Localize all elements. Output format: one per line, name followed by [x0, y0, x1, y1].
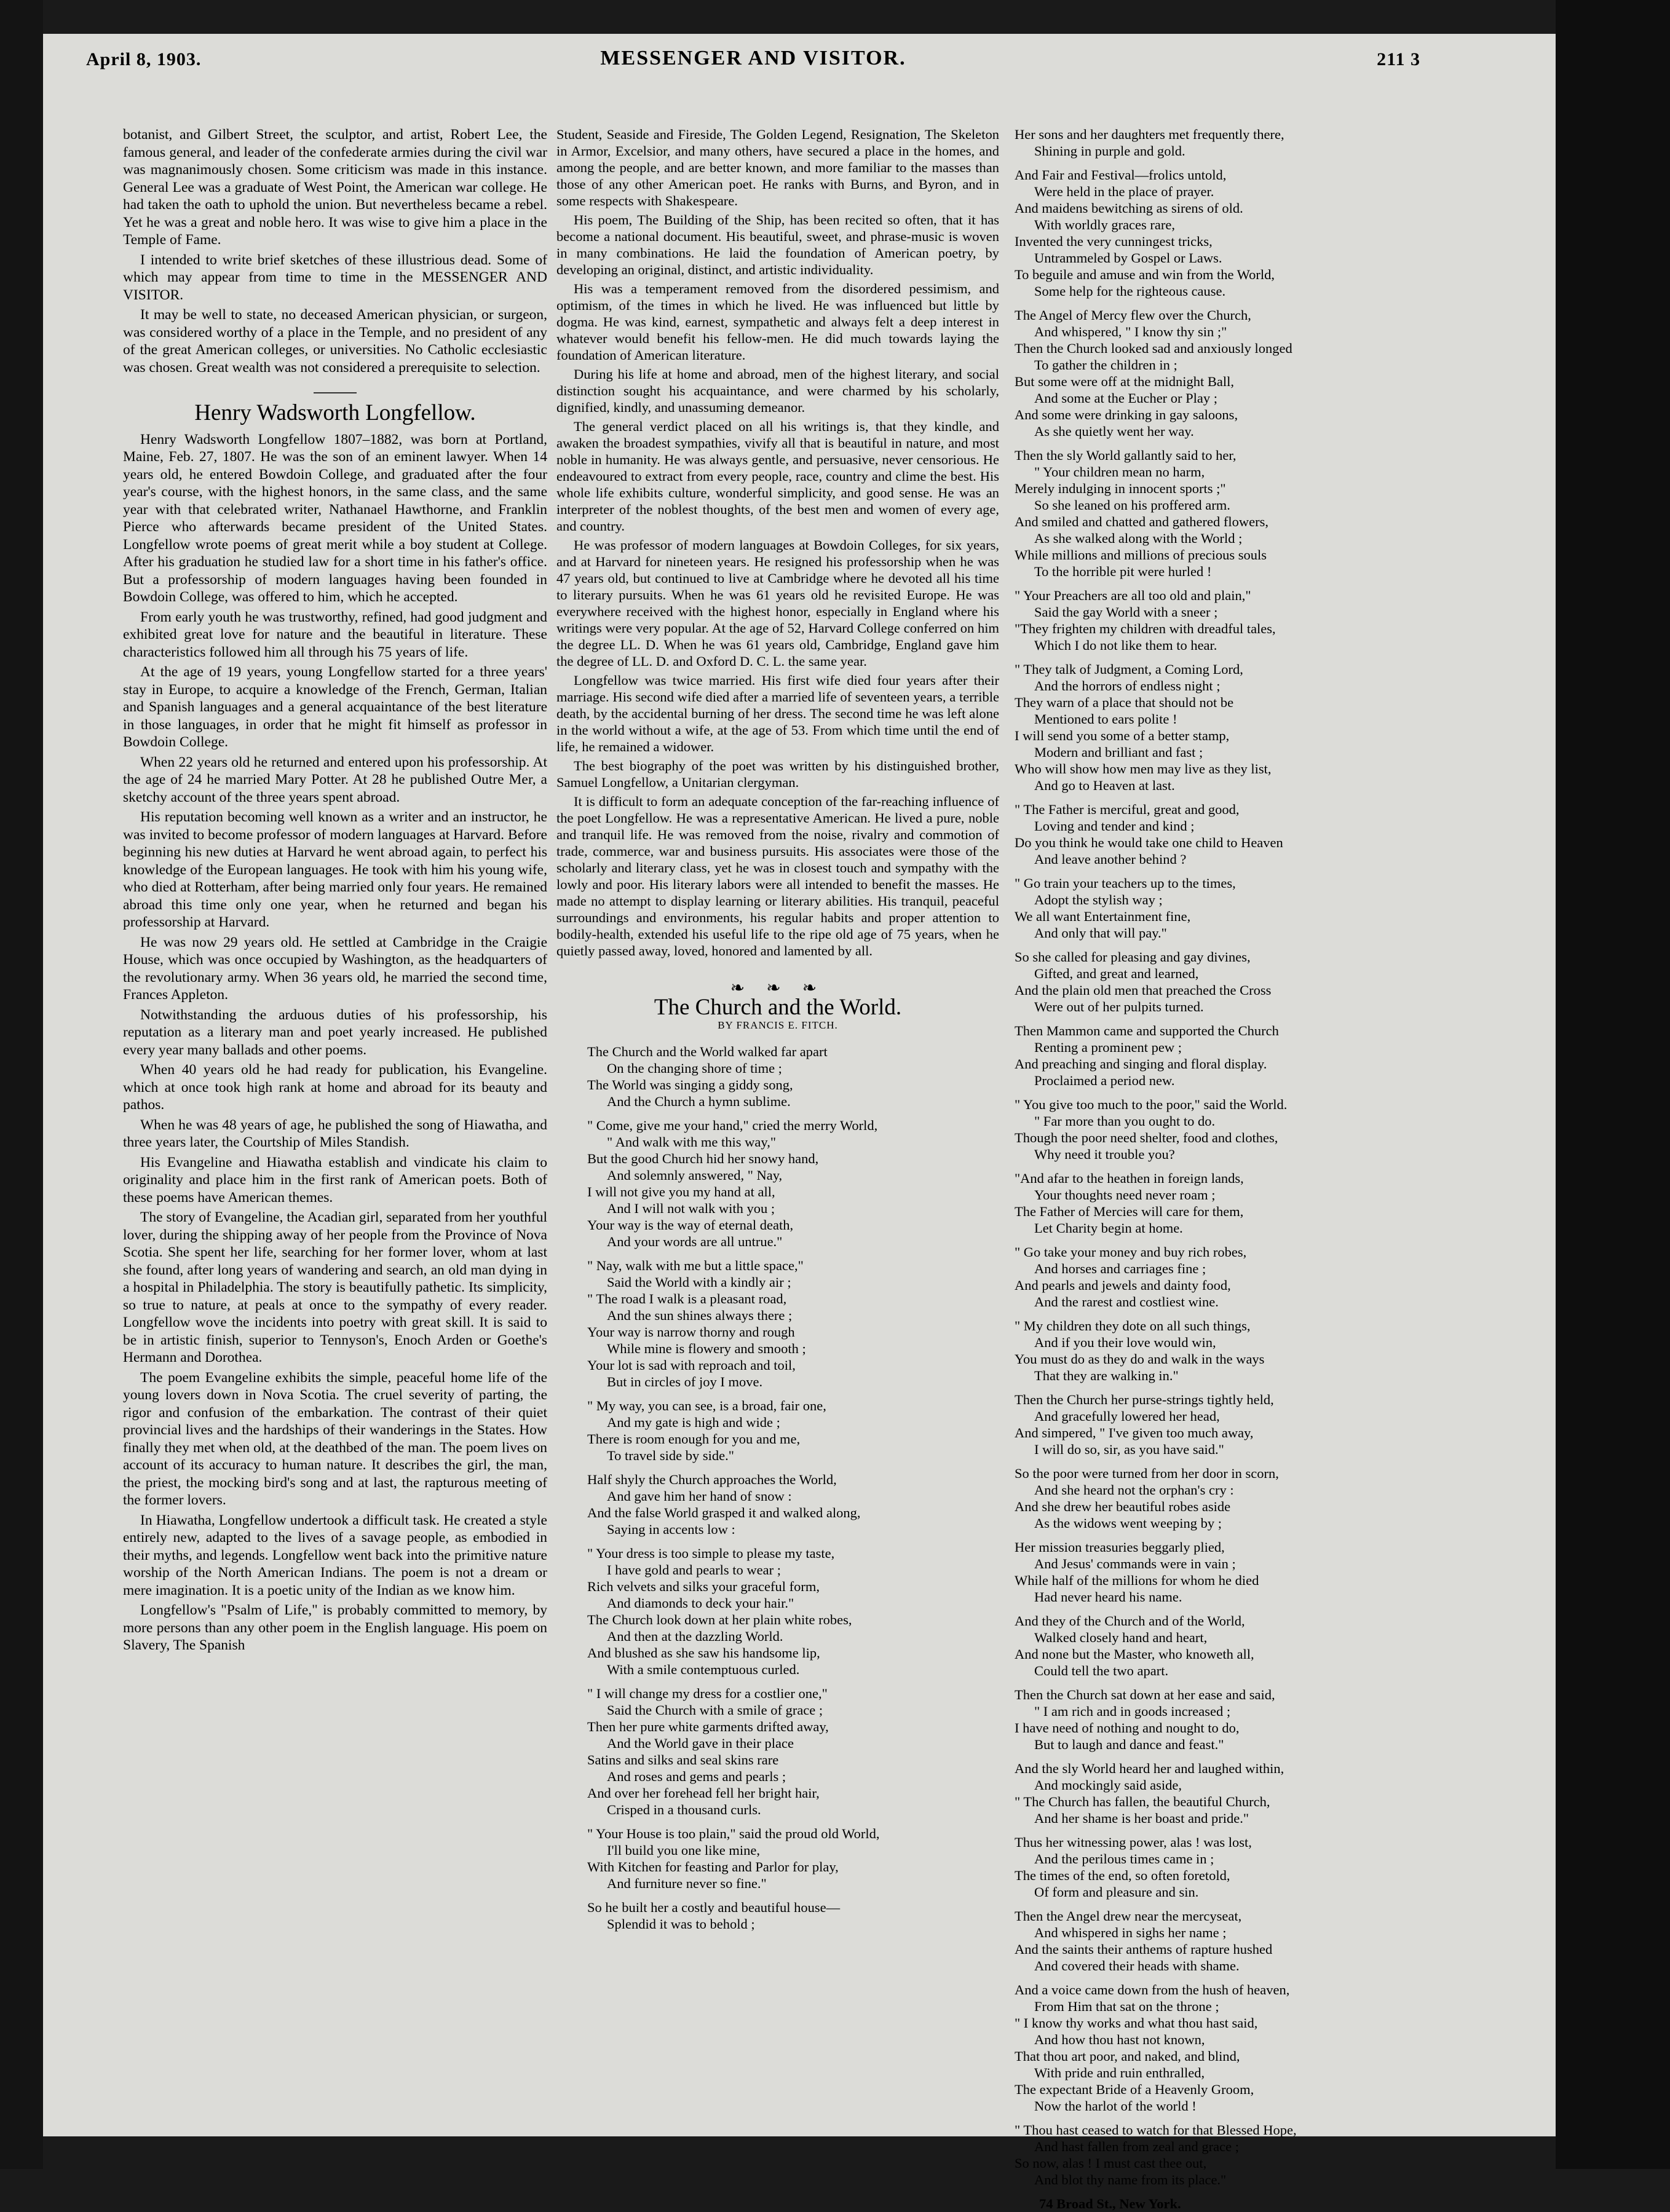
poem-line: While half of the millions for whom he died [1015, 1573, 1259, 1588]
poem-line: Of form and pleasure and sin. [1034, 1884, 1199, 1900]
poem-stanza [556, 1545, 999, 1678]
article-body [123, 431, 547, 1654]
poem-line: And leave another behind ? [1034, 851, 1187, 867]
poem-line: " They talk of Judgment, a Coming Lord, [1015, 662, 1243, 677]
poem-line: And roses and gems and pearls ; [607, 1769, 786, 1784]
poem-line: Her sons and her daughters met frequently there, [1015, 127, 1284, 142]
poem-line: And only that will pay." [1034, 925, 1167, 941]
poem-line: The times of the end, so often foretold, [1015, 1868, 1230, 1883]
poem-line: Had never heard his name. [1034, 1589, 1182, 1605]
poem-line: I will send you some of a better stamp, [1015, 728, 1230, 743]
poem-line: To beguile and amuse and win from the World, [1015, 267, 1275, 282]
column-1 [123, 126, 547, 1657]
poem-line: So the poor were turned from her door in scorn, [1015, 1466, 1279, 1481]
poem-body-part-1 [556, 1043, 999, 1932]
poem-line: And your words are all untrue." [607, 1234, 783, 1249]
poem-line: So she leaned on his proffered arm. [1034, 497, 1230, 513]
paragraph: In Hiawatha, Longfellow undertook a difficult task. He created a style entirely new, adapted to the lives of a savage people, as embodied in their myths, and legends. Longfellow went back into the primitive nature worship of the North American Indians. The poem is not a dream or mere imagination. It is a poetic unity of the Indian as we know him. [123, 1512, 547, 1598]
poem-line: And gave him her hand of snow : [607, 1488, 792, 1504]
poem-line: Then the Church her purse-strings tightly held, [1015, 1392, 1274, 1407]
paragraph: He was now 29 years old. He settled at Cambridge in the Craigie House, which was once occupied by Washington, as the headquarters of the revolutionary army. When 36 years old, he married the second time, Frances Appleton. [123, 934, 547, 1003]
poem-line: As she walked along with the World ; [1034, 531, 1243, 546]
poem-line: With worldly graces rare, [1034, 217, 1175, 232]
paragraph: When 40 years old he had ready for publication, his Evangeline. which at once took high rank at home and abroad for its beauty and pathos. [123, 1062, 547, 1113]
poem-line: And covered their heads with shame. [1034, 1958, 1240, 1973]
poem-stanza [1015, 1613, 1383, 1679]
poem-line: Splendid it was to behold ; [607, 1916, 755, 1932]
poem-stanza [1015, 2122, 1383, 2188]
poem-line: Then the Church sat down at her ease and said, [1015, 1687, 1275, 1702]
poem-line: " Go train your teachers up to the times, [1015, 875, 1236, 891]
poem-line: On the changing shore of time ; [607, 1061, 782, 1076]
paragraph: When he was 48 years of age, he published the song of Hiawatha, and three years later, the Courtship of Miles Standish. [123, 1116, 547, 1150]
poem-line: " Nay, walk with me but a little space," [587, 1258, 804, 1273]
poem-line: And some at the Eucher or Play ; [1034, 390, 1218, 406]
paragraph: The poem Evangeline exhibits the simple, peaceful home life of the young lovers down in Nova Scotia. The cruel severity of parting, the rigor and confusion of the embarkation. The contrast of their quiet provincial lives and the hardships of their wanderings in the States. How finally they met when old, at the deathbed of the man. The poem lives on account of its accuracy to human nature. It describes the girl, the man, the priest, the mocking bird's song and at last, the rapturous meeting of the former lovers. [123, 1369, 547, 1508]
poem-line: Renting a prominent pew ; [1034, 1040, 1182, 1055]
poem-line: Then the sly World gallantly said to her, [1015, 448, 1237, 463]
poem-line: I have need of nothing and nought to do, [1015, 1720, 1240, 1736]
poem-line: From Him that sat on the throne ; [1034, 1999, 1219, 2014]
poem-line: " Thou hast ceased to watch for that Blessed Hope, [1015, 2122, 1297, 2138]
poem-line: While millions and millions of precious souls [1015, 547, 1267, 563]
publication-title: MESSENGER AND VISITOR. [600, 47, 906, 69]
poem-line: Invented the very cunningest tricks, [1015, 234, 1213, 249]
poem-line: " Your House is too plain," said the proud old World, [587, 1826, 880, 1841]
poem-line: But some were off at the midnight Ball, [1015, 374, 1235, 389]
poem-line: And a voice came down from the hush of heaven, [1015, 1982, 1290, 1997]
poem-body-part-2 [1015, 126, 1383, 2188]
poem-line: But to laugh and dance and feast." [1034, 1737, 1224, 1752]
paragraph: Notwithstanding the arduous duties of his professorship, his reputation as a literary man and poet yearly increased. He published every year many ballads and other poems. [123, 1006, 547, 1058]
poem-line: " You give too much to the poor," said the World. [1015, 1097, 1288, 1112]
poem-stanza [556, 1043, 999, 1110]
poem-line: Mentioned to ears polite ! [1034, 711, 1177, 727]
poem-line: And they of the Church and of the World, [1015, 1613, 1245, 1629]
poem-line: Untrammeled by Gospel or Laws. [1034, 250, 1222, 266]
poem-line: Shining in purple and gold. [1034, 143, 1185, 159]
poem-stanza [1015, 1391, 1383, 1458]
poem-line: Thus her witnessing power, alas ! was lost, [1015, 1835, 1252, 1850]
poem-line: Loving and tender and kind ; [1034, 818, 1195, 834]
poem-line: I will not give you my hand at all, [587, 1184, 775, 1199]
poem-stanza [1015, 447, 1383, 580]
poem-line: I'll build you one like mine, [607, 1843, 761, 1858]
issue-date: April 8, 1903. [86, 49, 202, 69]
poem-line: " Go take your money and buy rich robes, [1015, 1244, 1247, 1260]
poem-line: And go to Heaven at last. [1034, 778, 1175, 793]
poem-line: Gifted, and great and learned, [1034, 966, 1199, 981]
poem-line: " Your children mean no harm, [1034, 464, 1205, 480]
poem-line: With pride and ruin enthralled, [1034, 2065, 1205, 2080]
poem-line: "And afar to the heathen in foreign lands, [1015, 1171, 1244, 1186]
poem-stanza [556, 1471, 999, 1538]
poem-stanza [1015, 875, 1383, 941]
paragraph: When 22 years old he returned and entered upon his professorship. At the age of 24 he married Mary Potter. At 28 he published Outre Mer, a sketchy account of the three years spent abroad. [123, 754, 547, 805]
poem-line: Adopt the stylish way ; [1034, 892, 1163, 907]
poem-line: And furniture never so fine." [607, 1876, 767, 1891]
poem-line: And the Church a hymn sublime. [607, 1094, 791, 1109]
poem-stanza [1015, 1170, 1383, 1236]
poem-line: But in circles of joy I move. [607, 1374, 763, 1389]
poem-line: I will do so, sir, as you have said." [1034, 1442, 1224, 1457]
column-3 [1015, 126, 1383, 2212]
poem-line: And the plain old men that preached the Cross [1015, 982, 1272, 998]
poem-line: " The Father is merciful, great and good, [1015, 802, 1240, 817]
poem-stanza [1015, 587, 1383, 654]
poem-line: And diamonds to deck your hair." [607, 1595, 794, 1611]
poem-line: So she called for pleasing and gay divines, [1015, 949, 1251, 965]
poem-line: Your lot is sad with reproach and toil, [587, 1357, 796, 1373]
poem-line: And the sly World heard her and laughed within, [1015, 1761, 1284, 1776]
poem-line: Your way is narrow thorny and rough [587, 1324, 795, 1340]
poem-stanza [1015, 1465, 1383, 1531]
poem-line: There is room enough for you and me, [587, 1431, 801, 1447]
section-divider [314, 392, 357, 393]
poem-line: Crisped in a thousand curls. [607, 1802, 761, 1817]
poem-line: We all want Entertainment fine, [1015, 909, 1191, 924]
poem-line: And the false World grasped it and walked along, [587, 1505, 861, 1520]
poem-line: " And walk with me this way," [607, 1134, 777, 1150]
poem-line: And preaching and singing and floral display. [1015, 1056, 1267, 1072]
paragraph: It is difficult to form an adequate conception of the far-reaching influence of the poet Longfellow. He was a representative American. He lived a pure, noble and tranquil life. He was removed from the noise, rivalry and commotion of trade, commerce, war and business pursuits. His associates were those of the scholarly and literary class, yet he was in closest touch and sympathy with the lowly and poor. His literary labors were all intended to benefit the masses. He made no attempt to display learning or literary abilities. His tranquil, peaceful surroundings and environments, his regular habits and proper attention to bodily-health, extended his useful life to the ripe old age of 75 years, when he quietly passed away, loved, honored and lamented by all. [556, 794, 999, 958]
poem-line: And she drew her beautiful robes aside [1015, 1499, 1231, 1514]
paragraph: Longfellow's "Psalm of Life," is probably committed to memory, by more persons than any other poem in the English language. His poem on Slavery, The Spanish [123, 1602, 547, 1653]
poem-line: " Your dress is too simple to please my taste, [587, 1546, 835, 1561]
poem-stanza [1015, 1539, 1383, 1605]
paragraph: At the age of 19 years, young Longfellow started for a three years' stay in Europe, to acquire a knowledge of the French, German, Italian and Spanish languages and a general acquaintance of the best literature in those languages, in order that he might fit himself as professor in Bowdoin College. [123, 664, 547, 750]
intro-text [123, 126, 547, 376]
poem-line: And I will not walk with you ; [607, 1201, 775, 1216]
poem-line: And the World gave in their place [607, 1736, 794, 1751]
poem-line: With Kitchen for feasting and Parlor for play, [587, 1859, 839, 1874]
paragraph: His Evangeline and Hiawatha establish and vindicate his claim to originality and place him in the first rank of American poets. Both of these poems have American themes. [123, 1154, 547, 1206]
poem-line: Said the gay World with a sneer ; [1034, 604, 1218, 620]
poem-line: And mockingly said aside, [1034, 1777, 1182, 1793]
poem-line: Were held in the place of prayer. [1034, 184, 1214, 199]
poem-stanza [1015, 1834, 1383, 1900]
poem-line: To gather the children in ; [1034, 357, 1177, 373]
poem-line: Walked closely hand and heart, [1034, 1630, 1208, 1645]
poem-line: That they are walking in." [1034, 1368, 1179, 1383]
poem-stanza [1015, 1244, 1383, 1310]
poem-line: Then Mammon came and supported the Church [1015, 1023, 1279, 1038]
ornament-divider: ❧ ❧ ❧ [730, 979, 826, 998]
poem-line: Now the harlot of the world ! [1034, 2098, 1197, 2114]
poem-line: Said the World with a kindly air ; [607, 1274, 791, 1290]
paragraph: During his life at home and abroad, men of the highest literary, and social distinction sought his acquaintance, and were charmed by his scholarly, dignified, kindly, and unassuming demeanor. [556, 366, 999, 415]
paragraph: It may be well to state, no deceased American physician, or surgeon, was considered worthy of a place in the Temple, and no president of any of the great American colleges, or universities. No Catholic ecclesiastic was chosen. Great wealth was not considered a prerequisite to selection. [123, 307, 547, 376]
poem-line: And the sun shines always there ; [607, 1308, 793, 1323]
paragraph: The story of Evangeline, the Acadian girl, separated from her youthful lover, during the shipping away of her people from the Province of Nova Scotia. She spent her life, searching for her former lover, whom at last she found, after long years of wandering and search, an old man dying in a hospital in Philadelphia. The story is beautifully pathetic. Its simplicity, so true to nature, at peals at once to the sympathy of every reader. Longfellow wove the incidents into poetry with great skill. It is said to be in artistic finish, superior to Tennyson's, Enoch Arden or Goethe's Hermann and Dorothea. [123, 1209, 547, 1365]
poem-stanza [1015, 1317, 1383, 1384]
poem-line: And Jesus' commands were in vain ; [1034, 1556, 1236, 1571]
poem-line: So he built her a costly and beautiful house— [587, 1900, 841, 1915]
poem-stanza [1015, 801, 1383, 867]
page-number: 211 3 [1377, 49, 1420, 69]
poem-line: The Church look down at her plain white robes, [587, 1612, 852, 1627]
poem-line: " My children they dote on all such things, [1015, 1318, 1251, 1333]
poem-line: You must do as they do and walk in the ways [1015, 1351, 1265, 1367]
poem-line: They warn of a place that should not be [1015, 695, 1234, 710]
poem-line: To the horrible pit were hurled ! [1034, 564, 1212, 579]
poem-line: The World was singing a giddy song, [587, 1077, 793, 1092]
article-continuation [556, 126, 999, 959]
poem-stanza [1015, 1022, 1383, 1089]
column-2 [556, 126, 999, 1940]
poem-line: And whispered, " I know thy sin ;" [1034, 324, 1227, 339]
poem-line: And blot thy name from its place." [1034, 2172, 1227, 2187]
poem-line: And over her forehead fell her bright hair, [587, 1785, 820, 1801]
scan-left-margin [0, 0, 43, 2169]
poem-stanza [556, 1397, 999, 1464]
poem-line: And some were drinking in gay saloons, [1015, 407, 1238, 422]
poem-signature: 74 Broad St., New York. [1039, 2196, 1181, 2211]
poem-line: And the rarest and costliest wine. [1034, 1294, 1219, 1309]
paragraph: Henry Wadsworth Longfellow 1807–1882, was born at Portland, Maine, Feb. 27, 1807. He was the son of an eminent lawyer. When 14 years old, he entered Bowdoin College, and graduated after the four year's course, with the highest honors, in the same class, and the same year with that celebrated writer, Nathanael Hawthorne, and Franklin Pierce who afterwards became president of the United States. Longfellow wrote poems of great merit while a boy student at College. After his graduation he studied law for a short time in his father's office. But a professorship of modern languages having been founded in Bowdoin College, was offered to him, which he accepted. [123, 431, 547, 605]
paragraph: His was a temperament removed from the disordered pessimism, and optimism, of the times in which he lived. He was influenced but little by dogma. He was kind, earnest, sympathetic and always felt a deep interest in whatever would benefit his fellow-men. He did much towards laying the foundation of American literature. [556, 281, 999, 363]
poem-line: Proclaimed a period new. [1034, 1073, 1175, 1088]
poem-line: " Come, give me your hand," cried the merry World, [587, 1118, 878, 1133]
poem-stanza [556, 1899, 999, 1932]
poem-line: " Your Preachers are all too old and plain," [1015, 588, 1251, 603]
poem-line: And pearls and jewels and dainty food, [1015, 1278, 1231, 1293]
poem-line: And smiled and chatted and gathered flowers, [1015, 514, 1268, 529]
paragraph: The best biography of the poet was written by his distinguished brother, Samuel Longfellow, a Unitarian clergyman. [556, 758, 999, 790]
poem-stanza [556, 1257, 999, 1390]
poem-stanza [1015, 1981, 1383, 2114]
poem-line: And none but the Master, who knoweth all, [1015, 1646, 1254, 1662]
poem-stanza [1015, 661, 1383, 794]
poem-line: "They frighten my children with dreadful tales, [1015, 621, 1276, 636]
poem-line: And solemnly answered, " Nay, [607, 1167, 783, 1183]
poem-stanza [556, 1685, 999, 1818]
scan-right-margin [1556, 0, 1670, 2169]
poem-line: Then the Angel drew near the mercyseat, [1015, 1908, 1242, 1924]
article-heading: Henry Wadsworth Longfellow. [194, 400, 476, 425]
poem-line: Your thoughts need never roam ; [1034, 1187, 1216, 1203]
poem-line: Merely indulging in innocent sports ;" [1015, 481, 1226, 496]
poem-line: And hast fallen from zeal and grace ; [1034, 2139, 1239, 2154]
poem-line: And Fair and Festival—frolics untold, [1015, 167, 1227, 183]
poem-line: But the good Church hid her snowy hand, [587, 1151, 819, 1166]
poem-stanza [1015, 1760, 1383, 1827]
poem-line: Do you think he would take one child to Heaven [1015, 835, 1283, 850]
poem-line: Which I do not like them to hear. [1034, 638, 1217, 653]
poem-line: And her shame is her boast and pride." [1034, 1811, 1249, 1826]
poem-line: The Angel of Mercy flew over the Church, [1015, 307, 1251, 323]
poem-line: And horses and carriages fine ; [1034, 1261, 1206, 1276]
poem-line: Saying in accents low : [607, 1522, 735, 1537]
poem-stanza [556, 1825, 999, 1892]
poem-line: And simpered, " I've given too much away, [1015, 1425, 1254, 1440]
poem-line: Her mission treasuries beggarly plied, [1015, 1539, 1225, 1555]
poem-line: That thou art poor, and naked, and blind, [1015, 2048, 1240, 2064]
poem-line: As she quietly went her way. [1034, 424, 1194, 439]
paragraph: From early youth he was trustworthy, refined, had good judgment and exhibited great love for nature and the beautiful in literature. These characteristics followed him all through his 75 years of life. [123, 609, 547, 660]
poem-line: And the perilous times came in ; [1034, 1851, 1214, 1866]
poem-line: " My way, you can see, is a broad, fair one, [587, 1398, 826, 1413]
paragraph: His reputation becoming well known as a writer and an instructor, he was invited to become professor of modern languages at Harvard. Before beginning his new duties at Harvard he went abroad again, to perfect his knowledge of the European languages. He took with him his young wife, who died at Rotterham, after being married only four years. He remained abroad this time only one year, when he returned and began his professorship at Harvard. [123, 809, 547, 930]
poem-line: The Church and the World walked far apart [587, 1044, 828, 1059]
poem-stanza [556, 1117, 999, 1250]
poem-line: And maidens bewitching as sirens of old. [1015, 200, 1243, 216]
paragraph: He was professor of modern languages at Bowdoin Colleges, for six years, and at Harvard for nineteen years. He resigned his professorship when he was 47 years old, but continued to live at Cambridge where he devoted all his time to literary pursuits. When he was 61 years old he revisited Europe. He was everywhere received with the highest honor, especially in England where his writings were very popular. At the age of 52, Harvard College conferred on him the degree LL. D. When he was 61 years old, Cambridge, England gave him the degree of LL. D. and Oxford D. C. L. the same year. [556, 537, 999, 669]
poem-line: Modern and brilliant and fast ; [1034, 745, 1203, 760]
poem-line: And then at the dazzling World. [607, 1629, 783, 1644]
poem-line: With a smile contemptuous curled. [607, 1662, 800, 1677]
poem-line: " Far more than you ought to do. [1034, 1113, 1216, 1129]
poem-line: And blushed as she saw his handsome lip, [587, 1645, 820, 1661]
poem-line: Some help for the righteous cause. [1034, 283, 1226, 299]
poem-line: Satins and silks and seal skins rare [587, 1752, 779, 1768]
poem-line: " I am rich and in goods increased ; [1034, 1704, 1231, 1719]
poem-line: And gracefully lowered her head, [1034, 1408, 1220, 1424]
poem-byline: BY FRANCIS E. FITCH. [718, 1019, 838, 1031]
poem-stanza [1015, 126, 1383, 159]
poem-line: Then the Church looked sad and anxiously longed [1015, 341, 1292, 356]
poem-line: And she heard not the orphan's cry : [1034, 1482, 1234, 1498]
poem-line: " I know thy works and what thou hast said, [1015, 2015, 1258, 2031]
page-header [86, 43, 1420, 80]
paragraph: Longfellow was twice married. His first wife died four years after their marriage. His second wife died after a married life of seventeen years, a terrible death, by the accidental burning of her dress. The second time he was left alone in the world without a wife, at the age of 53. From which time until the end of life, he remained a widower. [556, 673, 999, 754]
paragraph: The general verdict placed on all his writings is, that they kindle, and awaken the broadest sympathies, vivify all that is beautiful in nature, and most noble in humanity. He was always gentle, and persuasive, never censorious. He endeavoured to extract from every people, race, country and clime the best. His whole life exhibits culture, wonderful simplicity, and good sense. He was an interpreter of the noblest thoughts, of the best men and women of every age, and country. [556, 419, 999, 534]
poem-line: Though the poor need shelter, food and clothes, [1015, 1130, 1278, 1145]
paragraph: His poem, The Building of the Ship, has been recited so often, that it has become a national document. His beautiful, sweet, and phrase-music is woven in many combinations. He laid the foundation of American poetry, by developing an original, distinct, and artistic individuality. [556, 212, 999, 277]
poem-line: Rich velvets and silks your graceful form, [587, 1579, 820, 1594]
poem-title: The Church and the World. [654, 995, 902, 1020]
poem-line: And if you their love would win, [1034, 1335, 1216, 1350]
poem-line: And the saints their anthems of rapture hushed [1015, 1941, 1273, 1957]
paragraph: botanist, and Gilbert Street, the sculptor, and artist, Robert Lee, the famous general, and leader of the confederate armies during the civil war was magnanimously chosen. Some criticism was made in this instance. General Lee was a graduate of West Point, the American war college. He had taken the oath to uphold the union. But nevertheless became a rebel. Yet he was a great and noble hero. It was wise to give him a place in the Temple of Fame. [123, 127, 547, 248]
paragraph: Student, Seaside and Fireside, The Golden Legend, Resignation, The Skeleton in Armor, Excelsior, and many others, have secured a place in the homes, and among the people, and are better known, and more familiar to the masses than those of any other American poet. He ranks with Burns, and Byron, and in some respects with Shakespeare. [556, 127, 999, 208]
poem-line: " The Church has fallen, the beautiful Church, [1015, 1794, 1270, 1809]
poem-line: Were out of her pulpits turned. [1034, 999, 1204, 1014]
poem-line: Could tell the two apart. [1034, 1663, 1169, 1678]
poem-line: The expectant Bride of a Heavenly Groom, [1015, 2082, 1254, 2097]
poem-line: Then her pure white garments drifted away, [587, 1719, 829, 1734]
poem-stanza [1015, 307, 1383, 440]
poem-stanza [1015, 949, 1383, 1015]
poem-line: Why need it trouble you? [1034, 1147, 1175, 1162]
poem-line: And whispered in sighs her name ; [1034, 1925, 1227, 1940]
paragraph: I intended to write brief sketches of these illustrious dead. Some of which may appear from time to time in the MESSENGER AND VISITOR. [123, 251, 547, 303]
poem-line: Half shyly the Church approaches the World, [587, 1472, 837, 1487]
poem-line: " The road I walk is a pleasant road, [587, 1291, 787, 1306]
poem-line: Your way is the way of eternal death, [587, 1217, 794, 1233]
poem-line: Let Charity begin at home. [1034, 1220, 1183, 1236]
poem-line: The Father of Mercies will care for them, [1015, 1204, 1244, 1219]
poem-line: " I will change my dress for a costlier one," [587, 1686, 828, 1701]
poem-stanza [1015, 1686, 1383, 1753]
poem-line: Who will show how men may live as they list, [1015, 761, 1272, 776]
poem-stanza [1015, 1096, 1383, 1163]
poem-line: I have gold and pearls to wear ; [607, 1562, 782, 1578]
poem-line: So now, alas ! I must cast thee out, [1015, 2155, 1207, 2171]
poem-line: And my gate is high and wide ; [607, 1415, 780, 1430]
poem-line: Said the Church with a smile of grace ; [607, 1702, 823, 1718]
poem-line: And the horrors of endless night ; [1034, 678, 1221, 693]
poem-line: To travel side by side." [607, 1448, 734, 1463]
poem-line: While mine is flowery and smooth ; [607, 1341, 806, 1356]
poem-line: And how thou hast not known, [1034, 2032, 1205, 2047]
poem-line: As the widows went weeping by ; [1034, 1515, 1222, 1531]
poem-stanza [1015, 167, 1383, 299]
poem-stanza [1015, 1908, 1383, 1974]
